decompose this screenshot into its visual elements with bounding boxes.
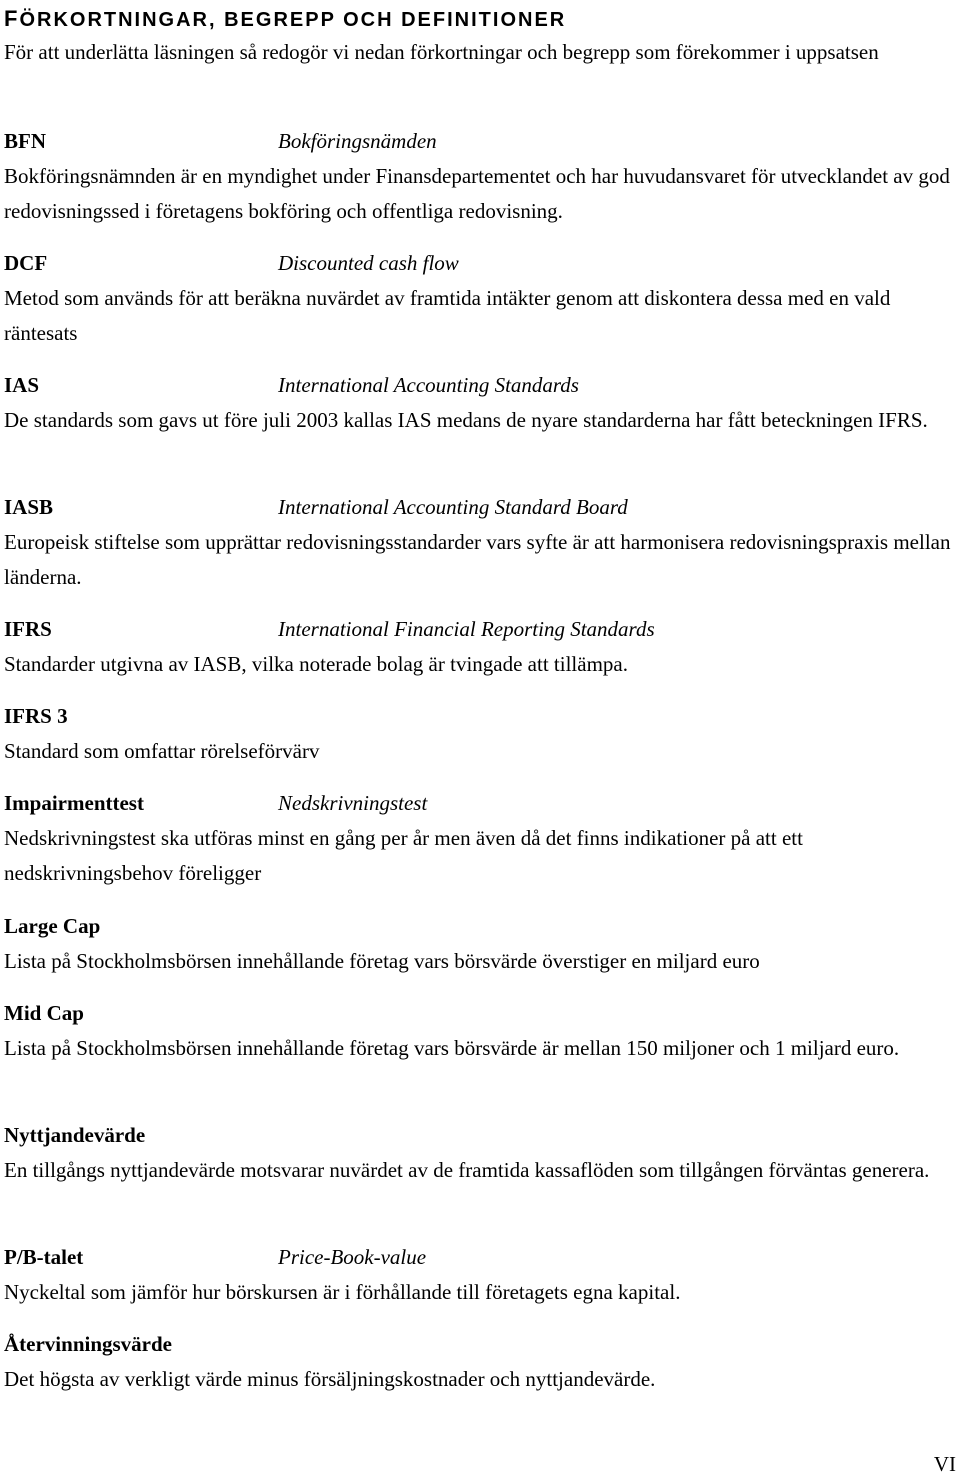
term-heading <box>4 909 954 943</box>
term-heading <box>4 246 954 280</box>
term-atervinningsvarde <box>4 1327 954 1397</box>
term-full-name: International Financial Reporting Standards <box>278 617 655 641</box>
term-abbreviation: Large Cap <box>4 914 101 938</box>
term-bfn <box>4 124 954 229</box>
term-dcf <box>4 246 954 351</box>
term-description: Det högsta av verkligt värde minus försäljningskostnader och nyttjandevärde. <box>4 1367 656 1391</box>
term-full-name: International Accounting Standards <box>278 373 579 397</box>
term-large-cap <box>4 909 954 979</box>
term-description: Standard som omfattar rörelseförvärv <box>4 739 320 763</box>
term-ifrs <box>4 612 954 682</box>
term-description: Metod som används för att beräkna nuvärdet av framtida intäkter genom att diskontera dessa med en vald räntesats <box>4 286 891 345</box>
page-title-rest: ÖRKORTNINGAR, BEGREPP OCH DEFINITIONER <box>19 9 567 31</box>
intro-paragraph: För att underlätta läsningen så redogör vi nedan förkortningar och begrepp som förekommer i uppsatsen <box>4 40 879 64</box>
term-abbreviation: BFN <box>4 129 46 153</box>
term-abbreviation: Mid Cap <box>4 1001 84 1025</box>
term-full-name: Bokföringsnämden <box>278 129 437 153</box>
term-description: Europeisk stiftelse som upprättar redovisningsstandarder vars syfte är att harmonisera redovisningspraxis mellan länderna. <box>4 530 951 589</box>
term-heading <box>4 699 954 733</box>
term-heading <box>4 1327 954 1361</box>
term-heading <box>4 786 954 820</box>
term-abbreviation: P/B-talet <box>4 1245 84 1269</box>
term-full-name: Discounted cash flow <box>278 251 459 275</box>
page-number: VI <box>933 1452 956 1476</box>
term-abbreviation: Återvinningsvärde <box>4 1332 172 1356</box>
term-abbreviation: DCF <box>4 251 48 275</box>
term-heading <box>4 1240 954 1274</box>
term-description: Standarder utgivna av IASB, vilka noterade bolag är tvingade att tillämpa. <box>4 652 628 676</box>
term-abbreviation: Impairmenttest <box>4 791 144 815</box>
term-description: Nyckeltal som jämför hur börskursen är i förhållande till företagets egna kapital. <box>4 1280 681 1304</box>
term-description: Bokföringsnämnden är en myndighet under Finansdepartementet och har huvudansvaret för utvecklandet av god redovisningssed i företagens bokföring och offentliga redovisning. <box>4 164 950 223</box>
term-ias <box>4 368 954 438</box>
page-title-initial: F <box>4 6 20 31</box>
term-heading <box>4 368 954 402</box>
term-heading <box>4 124 954 158</box>
term-abbreviation: Nyttjandevärde <box>4 1123 146 1147</box>
term-iasb <box>4 490 954 595</box>
term-full-name: Price-Book-value <box>278 1245 427 1269</box>
term-heading <box>4 996 954 1030</box>
term-full-name: International Accounting Standard Board <box>278 495 628 519</box>
term-abbreviation: IFRS 3 <box>4 704 68 728</box>
term-description: Lista på Stockholmsbörsen innehållande företag vars börsvärde överstiger en miljard euro <box>4 949 760 973</box>
term-abbreviation: IFRS <box>4 617 52 641</box>
term-heading <box>4 490 954 524</box>
term-abbreviation: IASB <box>4 495 54 519</box>
term-description: Nedskrivningstest ska utföras minst en gång per år men även då det finns indikationer på att ett nedskrivningsbehov föreligger <box>4 826 803 885</box>
term-nyttjandevarde <box>4 1118 954 1188</box>
term-full-name: Nedskrivningstest <box>278 791 428 815</box>
term-description: Lista på Stockholmsbörsen innehållande företag vars börsvärde är mellan 150 miljoner och 1 miljard euro. <box>4 1036 900 1060</box>
term-impairmenttest <box>4 786 954 891</box>
term-mid-cap <box>4 996 954 1066</box>
term-heading <box>4 1118 954 1152</box>
term-description: De standards som gavs ut före juli 2003 kallas IAS medans de nyare standarderna har fått beteckningen IFRS. <box>4 408 928 432</box>
term-ifrs-3 <box>4 699 954 769</box>
term-description: En tillgångs nyttjandevärde motsvarar nuvärdet av de framtida kassaflöden som tillgången förväntas generera. <box>4 1158 930 1182</box>
term-heading <box>4 612 954 646</box>
page-title <box>4 6 566 32</box>
term-pb-talet <box>4 1240 954 1310</box>
term-abbreviation: IAS <box>4 373 40 397</box>
